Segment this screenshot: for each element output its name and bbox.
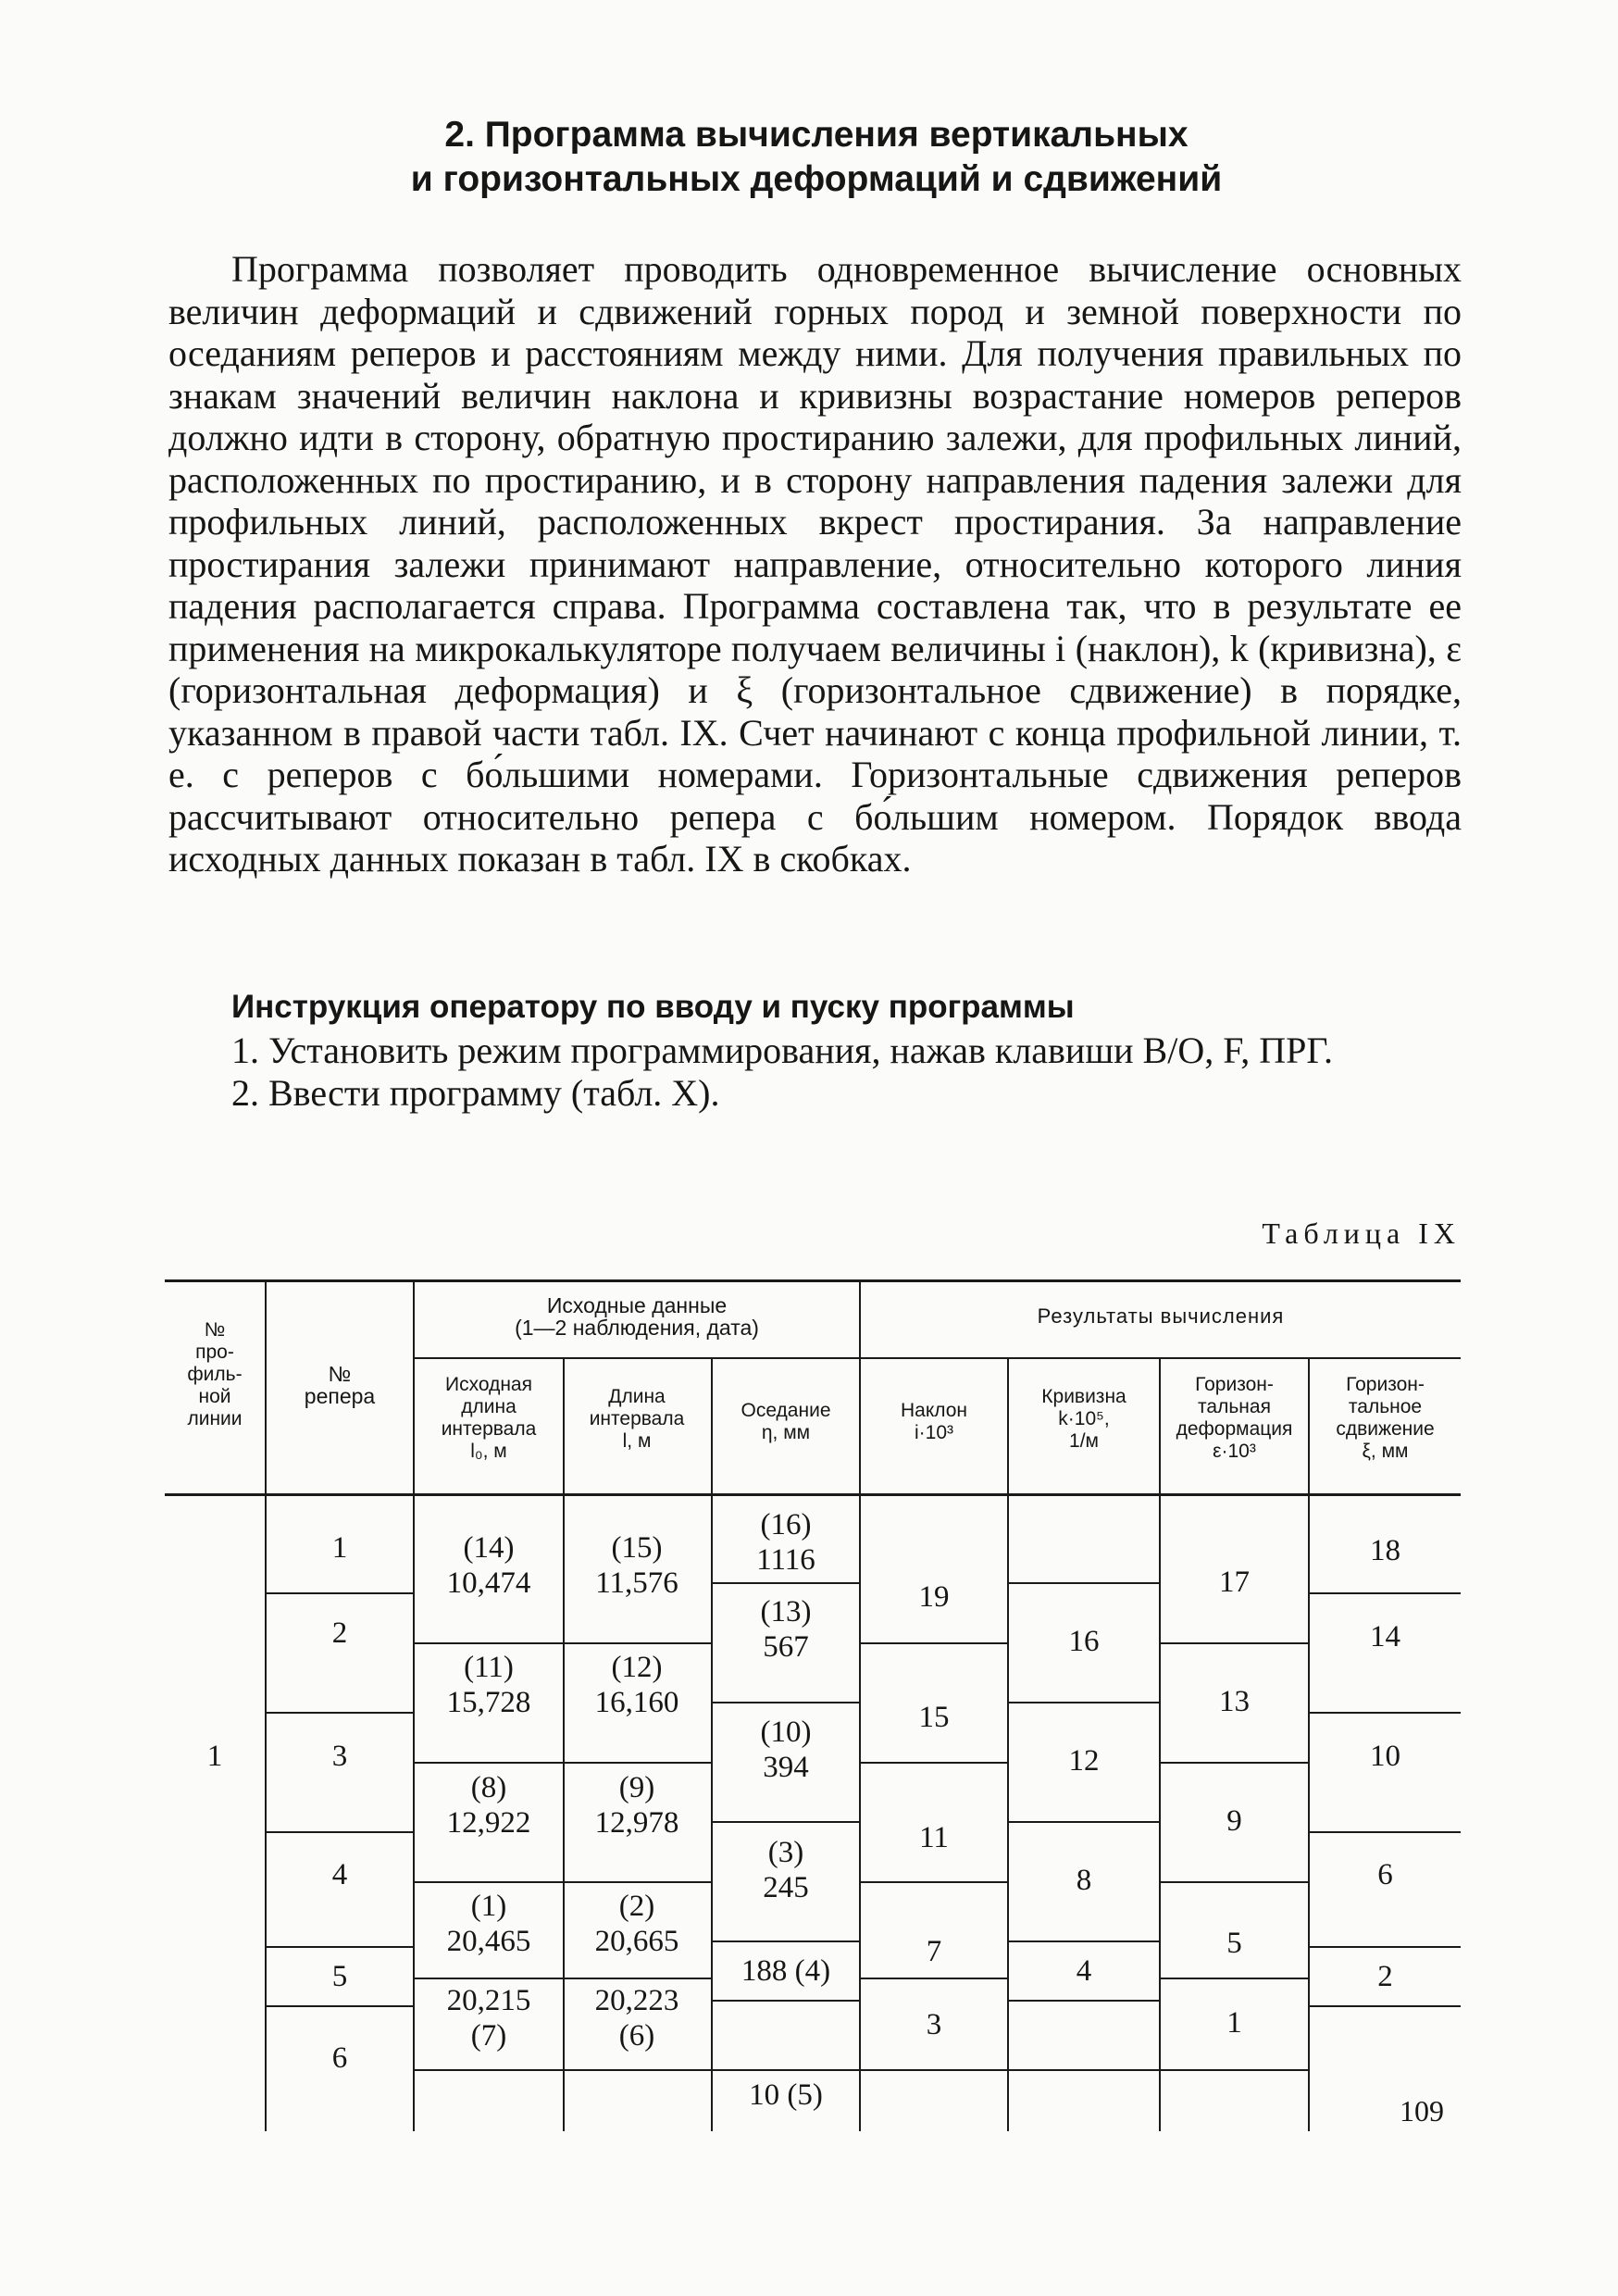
benchmark-cell: 4 (331, 1858, 348, 1891)
settlement-cell: 10 (5) (749, 2078, 823, 2112)
instructions-heading: Инструкция оператору по вводу и пуску программы (231, 989, 1075, 1025)
initial-length-cell: (14) 10,474 (446, 1531, 531, 1600)
length-cell: 20,223 (6) (594, 1984, 679, 2053)
header-tilt: Наклон i·10³ (900, 1400, 968, 1443)
section-title-line2: и горизонтальных деформаций и сдвижений (410, 159, 1223, 199)
header-settlement: Оседание η, мм (741, 1400, 831, 1443)
header-curvature: Кривизна k·10⁵, 1/м (1041, 1386, 1126, 1452)
header-results-group: Результаты вычисления (1037, 1304, 1285, 1328)
displacement-cell: 6 (1377, 1858, 1393, 1891)
tilt-cell: 7 (926, 1935, 942, 1968)
tilt-cell: 15 (918, 1701, 950, 1734)
strain-cell: 17 (1219, 1566, 1250, 1599)
benchmark-cell: 6 (331, 2041, 348, 2075)
header-input-group: Исходные данные (1—2 наблюдения, дата) (515, 1293, 759, 1340)
tilt-cell: 19 (918, 1580, 950, 1614)
length-cell: (9) 12,978 (594, 1771, 679, 1840)
header-horiz-strain: Горизон- тальная деформация ε·10³ (1176, 1374, 1293, 1462)
header-benchmark-no: № репера (304, 1362, 376, 1408)
displacement-cell: 10 (1370, 1740, 1400, 1773)
strain-cell: 1 (1226, 2006, 1242, 2040)
settlement-cell: 188 (4) (741, 1954, 831, 1988)
settlement-cell: (16) 1116 (756, 1508, 815, 1577)
strain-cell: 13 (1219, 1685, 1250, 1718)
displacement-cell: 2 (1377, 1960, 1393, 1993)
strain-cell: 5 (1226, 1927, 1242, 1960)
instruction-step-2: 2. Ввести программу (табл. X). (231, 1071, 720, 1114)
length-cell: (15) 11,576 (595, 1531, 678, 1600)
settlement-cell: (3) 245 (763, 1836, 809, 1904)
initial-length-cell: (1) 20,465 (446, 1890, 531, 1958)
benchmark-cell: 3 (331, 1740, 348, 1773)
header-horiz-disp: Горизон- тальное сдвижение ξ, мм (1336, 1374, 1435, 1462)
curvature-cell: 8 (1076, 1864, 1092, 1897)
instruction-steps (168, 1029, 1462, 1114)
line-number-cell: 1 (206, 1740, 223, 1773)
paragraph-text: Программа позволяет проводить одновременное вычисление основных величин деформаций и сдвижений горных пород и земной поверхности по оседаниям реперов и расстояниям между ними. Для получения правильных по знакам значений величин наклона и кривизны возрастание номеров реперов должно идти в сторону, обратную простиранию залежи, для профильных линий, расположенных по простиранию, и в сторону направления падения залежи для профильных линий, расположенных вкрест простирания. За направление простирания залежи принимают направление, относительно которого линия падения располагается справа. Программа составлена так, что в результате ее применения на микрокалькуляторе получаем величины i (наклон), k (кривизна), ε (горизонтальная деформация) и ξ (горизонтальное сдвижение) в порядке, указанном в правой части табл. IX. Счет начинают с конца профильной линии, т. е. с реперов с бо́льшими номерами. Горизонтальные сдвижения реперов рассчитывают относительно репера с бо́льшим номером. Порядок ввода исходных данных показан в табл. IX в скобках. (168, 248, 1462, 880)
initial-length-cell: (11) 15,728 (446, 1651, 531, 1719)
header-length: Длина интервала l, м (589, 1386, 685, 1452)
displacement-cell: 18 (1370, 1534, 1400, 1567)
curvature-cell: 12 (1068, 1744, 1100, 1778)
length-cell: (2) 20,665 (594, 1890, 679, 1958)
length-cell: (12) 16,160 (594, 1651, 679, 1719)
curvature-cell: 16 (1068, 1625, 1100, 1658)
body-paragraph (168, 248, 1462, 880)
benchmark-cell: 1 (331, 1531, 348, 1565)
table-caption: Таблица IX (1262, 1217, 1461, 1250)
tilt-cell: 11 (919, 1821, 949, 1854)
initial-length-cell: (8) 12,922 (446, 1771, 531, 1840)
page-number: 109 (1400, 2094, 1444, 2128)
header-line-no: № про- филь- ной линии (187, 1319, 243, 1429)
settlement-cell: (10) 394 (760, 1716, 812, 1784)
initial-length-cell: 20,215 (7) (446, 1984, 531, 2053)
strain-cell: 9 (1226, 1804, 1242, 1838)
settlement-cell: (13) 567 (760, 1595, 812, 1664)
instruction-step-1: 1. Установить режим программирования, нажав клавиши В/О, F, ПРГ. (231, 1029, 1333, 1071)
header-initial-length: Исходная длина интервала l₀, м (441, 1374, 537, 1462)
section-title-line1: 2. Программа вычисления вертикальных (444, 115, 1189, 155)
displacement-cell: 14 (1370, 1620, 1400, 1653)
benchmark-cell: 2 (331, 1616, 348, 1650)
tilt-cell: 3 (926, 2008, 942, 2041)
benchmark-cell: 5 (331, 1960, 348, 1993)
curvature-cell: 4 (1076, 1954, 1092, 1988)
